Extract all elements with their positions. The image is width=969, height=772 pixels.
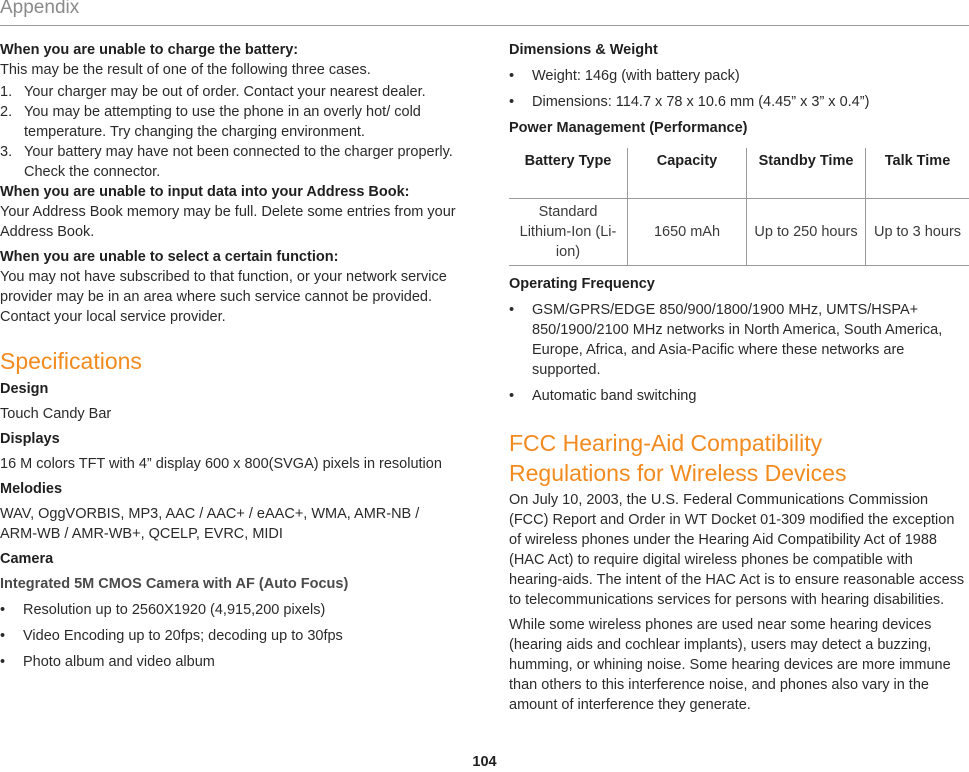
table-header-row: [509, 148, 969, 199]
charge-list: [0, 82, 458, 182]
list-item: [0, 142, 458, 182]
table-row: [509, 199, 969, 266]
list-item: [0, 652, 458, 672]
function-text: You may not have subscribed to that function, or your network service provider may be in an area where such service cannot be provided. Contact your local service provider.: [0, 267, 458, 327]
bullet: •: [509, 66, 514, 86]
left-column: [0, 40, 458, 672]
table-cell: Up to 3 hours: [866, 199, 969, 266]
list-item: [509, 386, 969, 406]
address-heading: When you are unable to input data into your Address Book:: [0, 182, 458, 202]
list-text: You may be attempting to use the phone in an overly hot/ cold temperature. Try changing the charging environment.: [24, 104, 421, 140]
address-text: Your Address Book memory may be full. Delete some entries from your Address Book.: [0, 202, 458, 242]
fcc-title-line1: FCC Hearing-Aid Compatibility: [509, 428, 969, 458]
table-header-cell: Talk Time: [866, 148, 969, 199]
list-item: [509, 66, 969, 86]
power-table: [509, 148, 969, 266]
running-head: Appendix: [0, 0, 79, 19]
list-text: Resolution up to 2560X1920 (4,915,200 pixels): [23, 602, 325, 618]
frequency-heading: Operating Frequency: [509, 274, 969, 294]
bullet: •: [0, 600, 5, 620]
table-header-cell: Standby Time: [747, 148, 866, 199]
design-value: Touch Candy Bar: [0, 404, 458, 424]
list-text: Automatic band switching: [532, 388, 696, 404]
specifications-title: Specifications: [0, 346, 458, 376]
list-item: [0, 82, 458, 102]
list-text: Dimensions: 114.7 x 78 x 10.6 mm (4.45” x 3” x 0.4”): [532, 94, 869, 110]
list-item: [509, 300, 969, 380]
camera-list: [0, 600, 458, 672]
fcc-paragraph-2: While some wireless phones are used near some hearing devices (hearing aids and cochlear implants), users may detect a buzzing, humming, or whining noise. Some hearing devices are more immune than others to this interference noise, and phones also vary in the amount of interference they generate.: [509, 615, 969, 715]
table-cell: 1650 mAh: [628, 199, 747, 266]
page-number: 104: [0, 752, 969, 772]
melodies-label: Melodies: [0, 479, 458, 499]
list-number: 3.: [0, 142, 12, 162]
fcc-paragraph-1: On July 10, 2003, the U.S. Federal Communications Commission (FCC) Report and Order in WT Docket 01-309 modified the exception of wireless phones under the Hearing Aid Compatibility Act of 1988 (HAC Act) to require digital wireless phones be compatible with hearing-aids. The intent of the HAC Act is to ensure reasonable access to telecommunications services for persons with hearing disabilities.: [509, 490, 969, 610]
table-header-cell: Battery Type: [509, 148, 628, 199]
list-item: [0, 600, 458, 620]
list-number: 1.: [0, 82, 12, 102]
list-item: [0, 626, 458, 646]
list-text: Your charger may be out of order. Contact your nearest dealer.: [24, 84, 426, 100]
table-header-cell: Capacity: [628, 148, 747, 199]
power-heading: Power Management (Performance): [509, 118, 969, 138]
design-label: Design: [0, 379, 458, 399]
bullet: •: [509, 386, 514, 406]
charge-intro: This may be the result of one of the following three cases.: [0, 60, 458, 80]
camera-label: Camera: [0, 549, 458, 569]
charge-heading: When you are unable to charge the battery:: [0, 40, 458, 60]
list-number: 2.: [0, 102, 12, 122]
dimensions-list: [509, 66, 969, 112]
melodies-value: WAV, OggVORBIS, MP3, AAC / AAC+ / eAAC+, WMA, AMR-NB / ARM-WB / AMR-WB+, QCELP, EVRC, MIDI: [0, 504, 458, 544]
list-text: Weight: 146g (with battery pack): [532, 68, 740, 84]
list-item: [0, 102, 458, 142]
bullet: •: [509, 300, 514, 320]
list-text: GSM/GPRS/EDGE 850/900/1800/1900 MHz, UMTS/HSPA+ 850/1900/2100 MHz networks in North America, South America, Europe, Africa, and Asia-Pacific where these networks are supported.: [532, 302, 942, 378]
bullet: •: [509, 92, 514, 112]
header-rule: [0, 25, 969, 26]
table-cell: Standard Lithium-Ion (Li-ion): [509, 199, 628, 266]
list-text: Video Encoding up to 20fps; decoding up to 30fps: [23, 628, 343, 644]
frequency-list: [509, 300, 969, 406]
displays-label: Displays: [0, 429, 458, 449]
right-column: [509, 40, 969, 715]
function-heading: When you are unable to select a certain function:: [0, 247, 458, 267]
bullet: •: [0, 652, 5, 672]
list-text: Your battery may have not been connected to the charger properly. Check the connector.: [24, 144, 453, 180]
list-item: [509, 92, 969, 112]
table-cell: Up to 250 hours: [747, 199, 866, 266]
list-text: Photo album and video album: [23, 654, 215, 670]
camera-subheading: Integrated 5M CMOS Camera with AF (Auto Focus): [0, 574, 458, 594]
bullet: •: [0, 626, 5, 646]
displays-value: 16 M colors TFT with 4” display 600 x 800(SVGA) pixels in resolution: [0, 454, 458, 474]
dimensions-heading: Dimensions & Weight: [509, 40, 969, 60]
fcc-title-line2: Regulations for Wireless Devices: [509, 458, 969, 488]
